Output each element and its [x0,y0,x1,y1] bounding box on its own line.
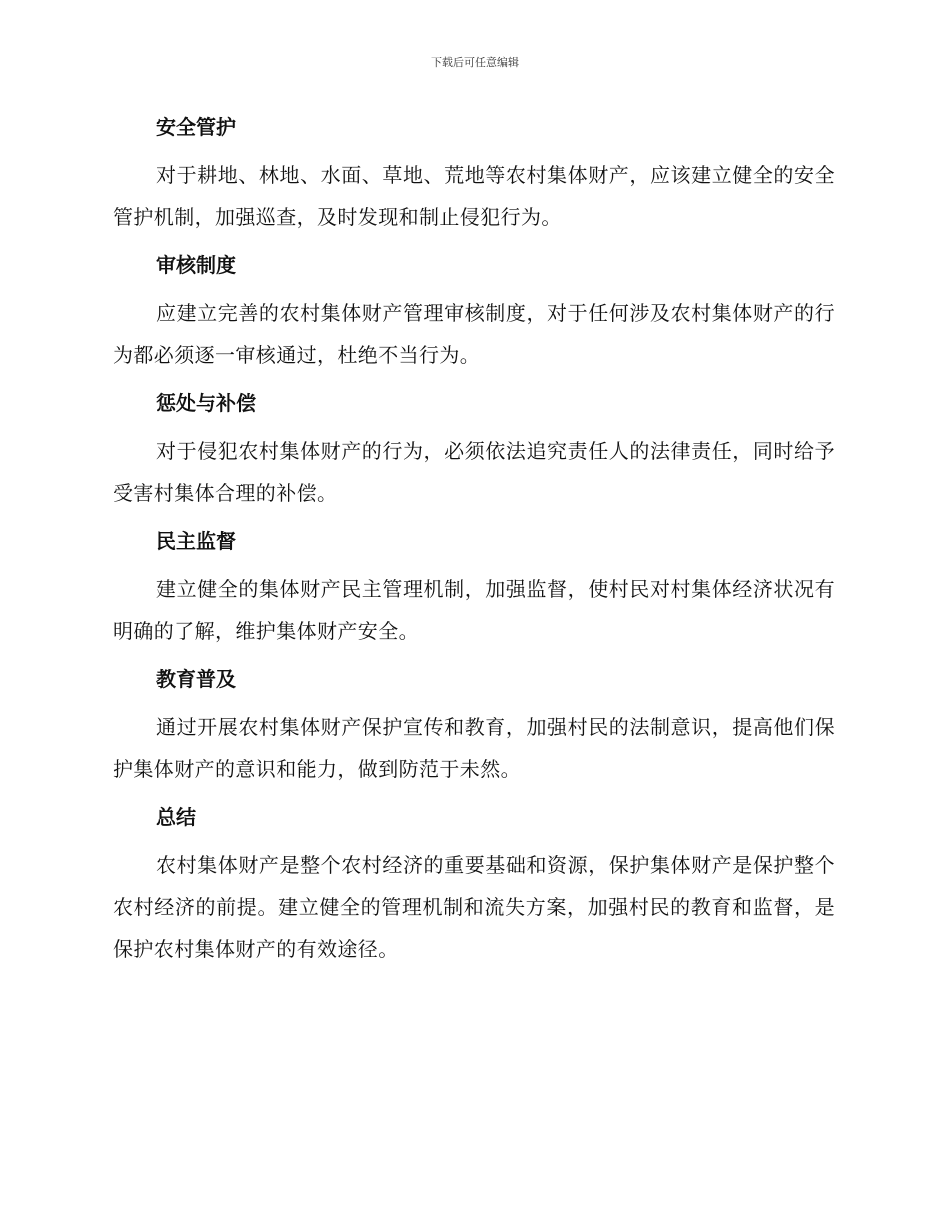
section-title: 教育普及 [156,667,236,691]
section-body: 通过开展农村集体财产保护宣传和教育，加强村民的法制意识，提高他们保护集体财产的意识和能力，做到防范于未然。 [113,715,835,781]
page-header: 下载后可任意编辑 [431,56,519,69]
section-democratic-supervision [113,524,835,652]
section-summary [113,800,835,970]
section-penalty-compensation [113,386,835,514]
section-title: 惩处与补偿 [156,391,256,415]
section-body: 建立健全的集体财产民主管理机制，加强监督，使村民对村集体经济状况有明确的了解，维护集体财产安全。 [113,577,835,643]
section-body: 应建立完善的农村集体财产管理审核制度，对于任何涉及农村集体财产的行为都必须逐一审核通过，杜绝不当行为。 [113,301,835,367]
section-body: 对于耕地、林地、水面、草地、荒地等农村集体财产，应该建立健全的安全管护机制，加强巡查，及时发现和制止侵犯行为。 [113,163,835,229]
section-body: 农村集体财产是整个农村经济的重要基础和资源，保护集体财产是保护整个农村经济的前提。建立健全的管理机制和流失方案，加强村民的教育和监督，是保护农村集体财产的有效途径。 [113,853,835,961]
section-title: 民主监督 [156,529,236,553]
section-body: 对于侵犯农村集体财产的行为，必须依法追究责任人的法律责任，同时给予受害村集体合理的补偿。 [113,439,835,505]
section-education [113,662,835,790]
section-title: 总结 [156,805,196,829]
section-title: 审核制度 [156,253,236,277]
section-title: 安全管护 [156,115,236,139]
document-content [113,110,835,980]
section-review-system [113,248,835,376]
section-safety-management [113,110,835,238]
